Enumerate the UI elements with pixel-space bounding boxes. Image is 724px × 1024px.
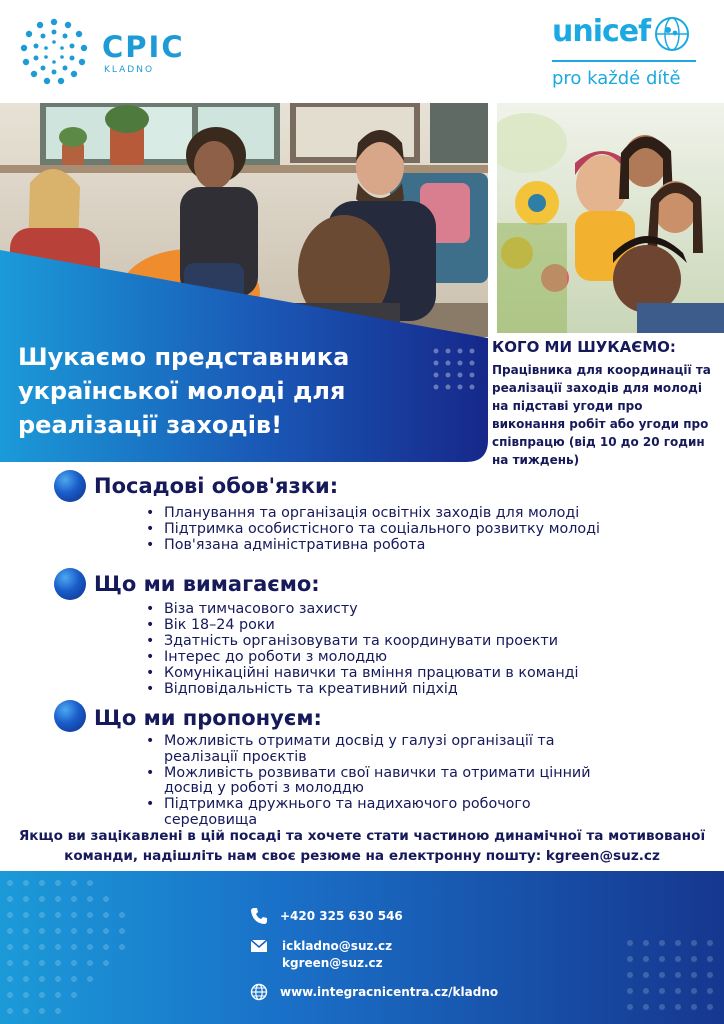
list-item: • Відповідальність та креативний підхід: [146, 682, 646, 698]
list-item: • Підтримка особистісного та соціального розвитку молоді: [146, 522, 626, 538]
globe-icon: [250, 983, 268, 1001]
footer-dots-decoration-right: [620, 933, 724, 1024]
who-we-seek-text: Працівника для координації та реалізації заходів для молоді на підставі угоди про виконання робіт або угоди про співпрацю (від 10 до 20 годин на тиждень): [492, 363, 711, 467]
cpic-dots-icon: [18, 16, 90, 88]
page-title: [18, 340, 438, 442]
list-item: • Можливість отримати досвід у галузі організації та реалізації проєктів: [146, 734, 616, 765]
call-to-action-line: Якщо ви зацікавлені в цій посаді та хочете стати частиною динамічної та мотивованої: [18, 828, 706, 844]
page-title-line: Шукаємо представника: [18, 343, 350, 371]
call-to-action-line: команди, надішліть нам своє резюме на електронну пошту: kgreen@suz.cz: [64, 848, 660, 864]
list-item: • Здатність організовувати та координувати проекти: [146, 634, 646, 650]
cpic-logo: [18, 16, 188, 88]
cpic-logo-sub: KLADNO: [104, 65, 155, 75]
phone-icon: [250, 907, 268, 925]
cpic-logo-text: CPIC: [102, 30, 185, 64]
contact-email-2[interactable]: kgreen@suz.cz: [282, 956, 383, 970]
page-title-line: української молоді для: [18, 377, 346, 405]
contact-email-1[interactable]: ickladno@suz.cz: [282, 939, 393, 953]
section-bullet-icon: [54, 470, 86, 502]
section-bullet-icon: [54, 700, 86, 732]
unicef-tagline: pro každé dítě: [552, 68, 681, 89]
call-to-action: [0, 826, 724, 866]
footer-dots-decoration-left: [0, 871, 150, 1024]
section-bullet-icon: [54, 568, 86, 600]
requirements-heading: Що ми вимагаємо:: [94, 572, 320, 596]
list-item: • Вік 18–24 роки: [146, 618, 646, 634]
list-item: • Підтримка дружнього та надихаючого робочого середовища: [146, 797, 616, 828]
page-title-line: реалізації заходів!: [18, 411, 283, 439]
duties-heading: Посадові обов'язки:: [94, 474, 339, 498]
mail-icon: [250, 937, 268, 955]
unicef-logo-text: unicef: [552, 14, 651, 49]
list-item: • Віза тимчасового захисту: [146, 602, 646, 618]
youth-photo: [497, 103, 724, 333]
who-we-seek-heading: КОГО МИ ШУКАЄМО:: [492, 338, 676, 356]
contact-website[interactable]: www.integracnicentra.cz/kladno: [280, 985, 499, 999]
list-item: • Планування та організація освітніх заходів для молоді: [146, 506, 626, 522]
youth-photo-illustration: [497, 103, 724, 333]
list-item: • Комунікаційні навички та вміння працювати в команді: [146, 666, 646, 682]
offer-heading: Що ми пропонуєм:: [94, 706, 322, 730]
requirements-list: [146, 602, 646, 698]
unicef-globe-icon: [654, 16, 690, 52]
offer-list: [146, 734, 616, 829]
list-item: • Пов'язана адміністративна робота: [146, 538, 626, 554]
banner-dots-decoration: [430, 345, 490, 401]
duties-list: [146, 506, 626, 554]
unicef-divider: [552, 60, 696, 62]
list-item: • Можливість розвивати свої навички та отримати цінний досвід у роботі з молоддю: [146, 766, 616, 797]
contact-footer: [0, 871, 724, 1024]
list-item: • Інтерес до роботи з молоддю: [146, 650, 646, 666]
contact-phone[interactable]: +420 325 630 546: [280, 909, 403, 923]
unicef-logo: [548, 14, 708, 94]
